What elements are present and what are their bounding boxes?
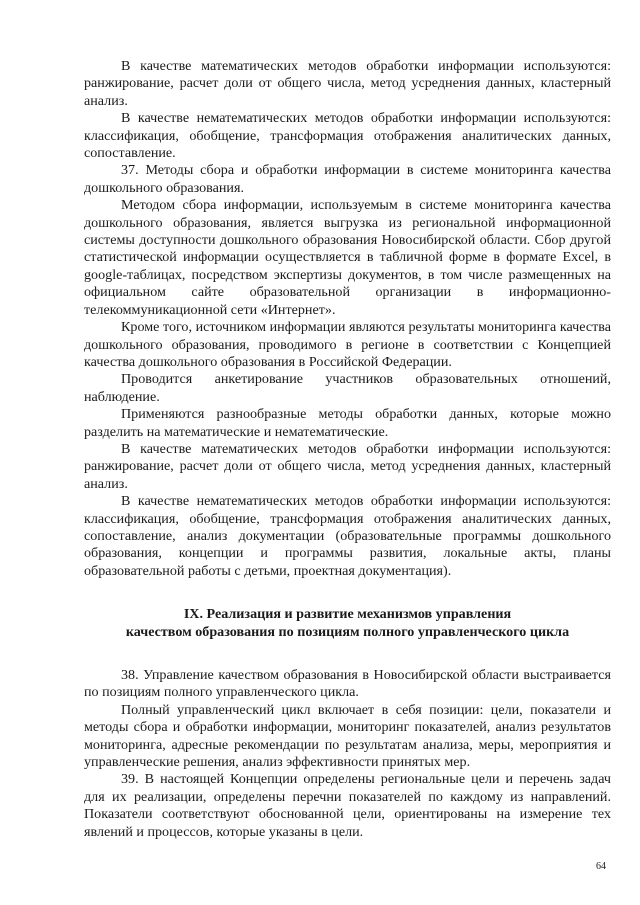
paragraph: Применяются разнообразные методы обработки данных, которые можно разделить на математические и нематематические. [84,406,611,440]
document-page [84,58,611,841]
section-heading [84,606,611,641]
paragraph: Проводится анкетирование участников образовательных отношений, наблюдение. [84,371,611,405]
paragraph: В качестве математических методов обработки информации используются: ранжирование, расчет доли от общего числа, метод усреднения данных, кластерный анализ. [84,440,611,492]
paragraph: Кроме того, источником информации являются результаты мониторинга качества дошкольного образования, проводимого в регионе в соответствии с Концепцией качества дошкольного образования в Российской Федерации. [84,319,611,370]
page-number: 64 [596,861,606,872]
paragraph: Методом сбора информации, используемым в системе мониторинга качества дошкольного образования, является выгрузка из региональной информационной системы доступности дошкольного образования Новосибирской области. Сбор другой статистической информации осуществляется в табличной форме в формате Excel, в google-таблицах, посредством экспертизы документов, в том числе размещенных на официальном сайте образовательной организации в информационно-телекоммуникационной сети «Интернет». [84,197,611,318]
section-heading-line-2: качеством образования по позициям полного управленческого цикла [125,623,570,640]
paragraph: В качестве нематематических методов обработки информации используются: классификация, обобщение, трансформация отображения аналитических данных, сопоставление, анализ документации (образовательные программы дошкольного образования, концепции и программы развития, локальные акты, планы образовательной работы с детьми, проектная документация). [84,493,611,579]
paragraph: 38. Управление качеством образования в Новосибирской области выстраивается по позициям полного управленческого цикла. [84,667,611,701]
paragraph: Полный управленческий цикл включает в себя позиции: цели, показатели и методы сбора и обработки информации, мониторинг показателей, анализ результатов мониторинга, адресные рекомендации по результатам анализа, меры, мероприятия и управленческие решения, анализ эффективности принятых мер. [84,701,611,771]
paragraph: В качестве математических методов обработки информации используются: ранжирование, расчет доли от общего числа, метод усреднения данных, кластерный анализ. [84,58,611,109]
paragraph: 39. В настоящей Концепции определены региональные цели и перечень задач для их реализации, определены перечни показателей по каждому из направлений. Показатели соответствуют обоснованной цели, ориентированы на измерение тех явлений и процессов, которые указаны в цели. [84,771,611,840]
paragraph: В качестве нематематических методов обработки информации используются: классификация, обобщение, трансформация отображения аналитических данных, сопоставление. [84,110,611,162]
section-heading-line-1: IX. Реализация и развитие механизмов управления [183,606,512,623]
paragraph: 37. Методы сбора и обработки информации в системе мониторинга качества дошкольного образования. [84,162,611,196]
